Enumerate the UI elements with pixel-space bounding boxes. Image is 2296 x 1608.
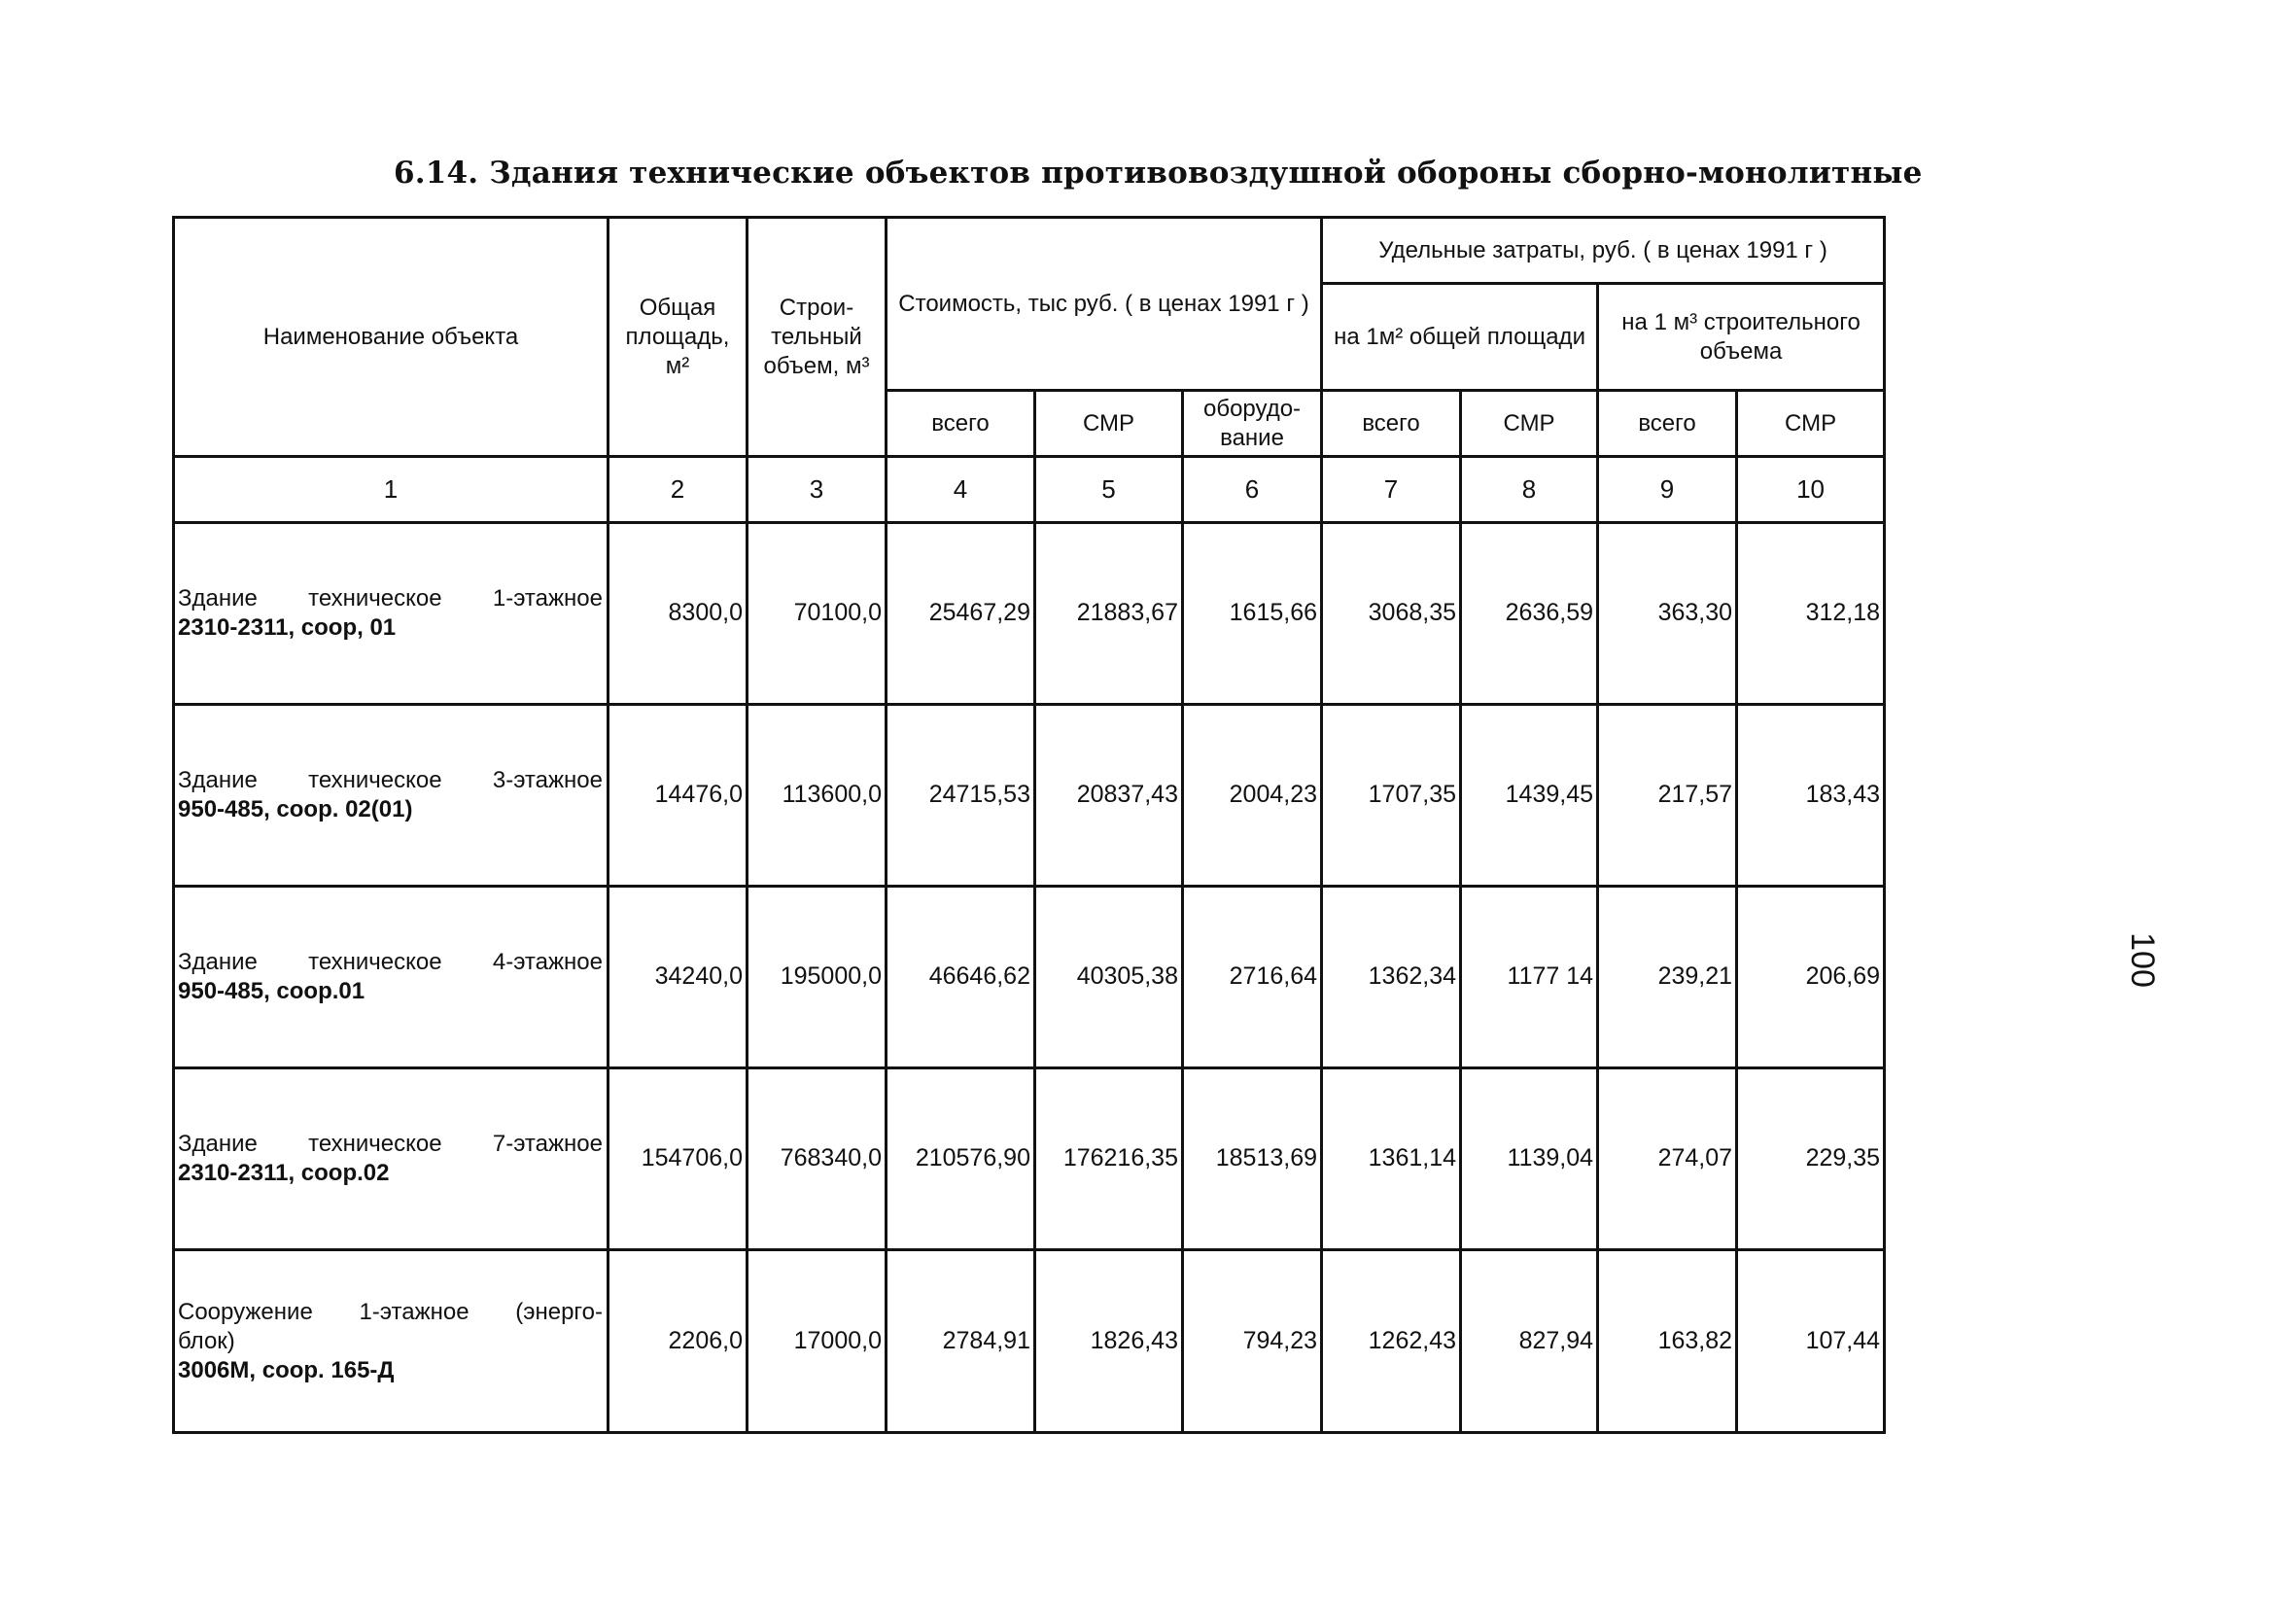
header-cost-equipment: оборудо-вание [1183,391,1322,457]
header-volume [748,218,887,457]
m3-total-value: 163,82 [1598,1250,1737,1433]
header-per-m2 [1322,284,1598,391]
area-value: 34240,0 [609,887,748,1068]
m2-total-value: 1707,35 [1322,705,1461,887]
header-name [174,218,609,457]
cost-smr-value: 176216,35 [1035,1068,1183,1250]
header-m2-smr: СМР [1461,391,1598,457]
column-number: 3 [748,457,887,523]
column-number: 9 [1598,457,1737,523]
cost-smr-value: 1826,43 [1035,1250,1183,1433]
document-title: 6.14. Здания технические объектов противовоздушной обороны сборно-монолитные [394,156,1923,191]
object-name-continued: блок) [178,1327,235,1354]
header-unit-cost-group-text: Удельные затраты, руб. ( в ценах 1991 г ) [1378,236,1827,263]
cost-total-value: 46646,62 [887,887,1035,1068]
header-cost-group [887,218,1322,391]
header-cost-total: всего [887,391,1035,457]
m2-smr-value: 1139,04 [1461,1068,1598,1250]
area-value: 8300,0 [609,523,748,705]
header-per-m3-text: на 1 м³ строительного объема [1621,308,1861,365]
page-number: 100 [2123,932,2161,988]
cost-table [172,216,1886,1434]
header-m2-total: всего [1322,391,1461,457]
header-area [609,218,748,457]
object-name: Здание техническое 3-этажное [178,767,603,793]
cost-equipment-value: 18513,69 [1183,1068,1322,1250]
volume-value: 195000,0 [748,887,887,1068]
cost-smr-value: 21883,67 [1035,523,1183,705]
object-code: 950-485, соор.01 [178,978,365,1004]
table-row [174,1068,1885,1250]
object-name: Здание техническое 1-этажное [178,585,603,612]
column-number: 1 [174,457,609,523]
m3-total-value: 239,21 [1598,887,1737,1068]
cost-smr-value: 40305,38 [1035,887,1183,1068]
area-value: 2206,0 [609,1250,748,1433]
header-m3-smr: СМР [1737,391,1885,457]
column-number-row [174,457,1885,523]
object-name-cell [174,523,609,705]
column-number: 4 [887,457,1035,523]
column-number: 6 [1183,457,1322,523]
cost-equipment-value: 2716,64 [1183,887,1322,1068]
m2-total-value: 1362,34 [1322,887,1461,1068]
cost-total-value: 2784,91 [887,1250,1035,1433]
table-row [174,523,1885,705]
object-name: Сооружение 1-этажное (энерго- [178,1298,603,1325]
m2-total-value: 1361,14 [1322,1068,1461,1250]
volume-value: 768340,0 [748,1068,887,1250]
area-value: 14476,0 [609,705,748,887]
object-name-cell [174,705,609,887]
object-code: 3006М, соор. 165-Д [178,1356,395,1383]
column-number: 10 [1737,457,1885,523]
m2-smr-value: 1177 14 [1461,887,1598,1068]
cost-equipment-value: 2004,23 [1183,705,1322,887]
m2-smr-value: 2636,59 [1461,523,1598,705]
cost-smr-value: 20837,43 [1035,705,1183,887]
cost-equipment-value: 794,23 [1183,1250,1322,1433]
m2-smr-value: 1439,45 [1461,705,1598,887]
m2-smr-value: 827,94 [1461,1250,1598,1433]
volume-value: 17000,0 [748,1250,887,1433]
column-number: 5 [1035,457,1183,523]
table-row [174,887,1885,1068]
header-unit-cost-group [1322,218,1885,284]
header-cost-group-text: Стоимость, тыс руб. ( в ценах 1991 г ) [898,290,1309,317]
m3-smr-value: 312,18 [1737,523,1885,705]
m3-total-value: 274,07 [1598,1068,1737,1250]
table-row [174,1250,1885,1433]
m3-smr-value: 107,44 [1737,1250,1885,1433]
header-per-m2-text: на 1м² общей площади [1334,323,1585,350]
column-number: 2 [609,457,748,523]
object-code: 2310-2311, соор.02 [178,1160,390,1186]
header-m3-total: всего [1598,391,1737,457]
header-name-text: Наименование объекта [262,323,519,350]
object-name: Здание техническое 7-этажное [178,1131,603,1157]
m3-smr-value: 206,69 [1737,887,1885,1068]
object-name-cell [174,887,609,1068]
volume-value: 70100,0 [748,523,887,705]
cost-total-value: 25467,29 [887,523,1035,705]
m3-total-value: 363,30 [1598,523,1737,705]
header-per-m3 [1598,284,1885,391]
area-value: 154706,0 [609,1068,748,1250]
m3-smr-value: 183,43 [1737,705,1885,887]
object-name: Здание техническое 4-этажное [178,949,603,975]
column-number: 7 [1322,457,1461,523]
m2-total-value: 3068,35 [1322,523,1461,705]
column-number: 8 [1461,457,1598,523]
cost-total-value: 24715,53 [887,705,1035,887]
object-name-cell [174,1068,609,1250]
cost-total-value: 210576,90 [887,1068,1035,1250]
header-volume-text: Строи-тельный объем, м³ [763,294,870,379]
object-code: 2310-2311, соор, 01 [178,614,397,641]
cost-equipment-value: 1615,66 [1183,523,1322,705]
volume-value: 113600,0 [748,705,887,887]
m3-smr-value: 229,35 [1737,1068,1885,1250]
m3-total-value: 217,57 [1598,705,1737,887]
object-code: 950-485, соор. 02(01) [178,796,413,822]
object-name-cell [174,1250,609,1433]
table-row [174,705,1885,887]
header-row-1 [174,218,1885,284]
m2-total-value: 1262,43 [1322,1250,1461,1433]
header-area-text: Общая площадь, м² [625,294,730,379]
header-cost-smr: СМР [1035,391,1183,457]
